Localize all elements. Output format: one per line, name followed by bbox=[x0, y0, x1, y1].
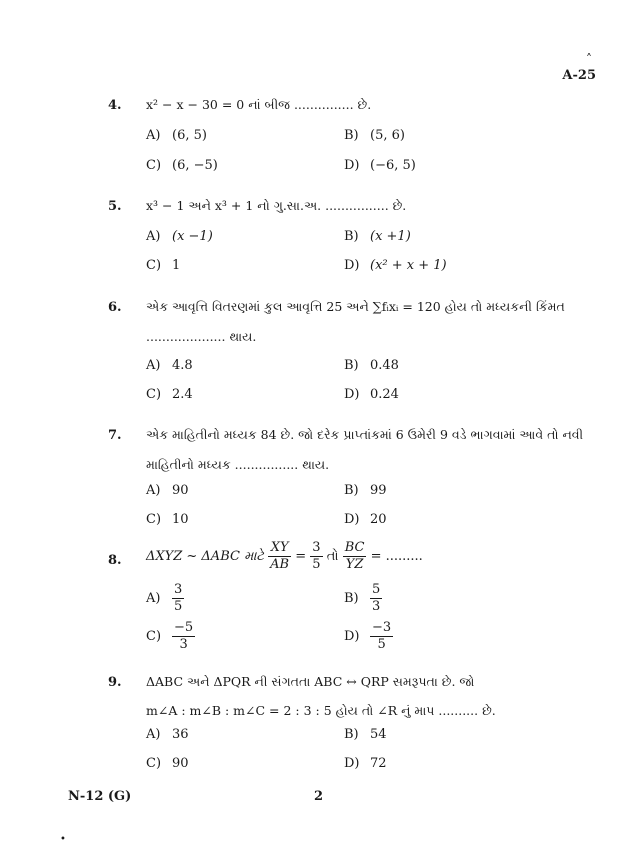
option-a: A) (6, 5) bbox=[146, 128, 207, 143]
option-d: D) 20 bbox=[344, 512, 387, 527]
question-number: 4. bbox=[108, 98, 122, 113]
question-text-cont: m∠A : m∠B : m∠C = 2 : 3 : 5 હોય તો ∠R નું માપ .......... છે. bbox=[146, 703, 496, 718]
print-dot: • bbox=[60, 834, 66, 845]
option-b: B) 54 bbox=[344, 727, 387, 742]
option-b: B) 0.48 bbox=[344, 358, 399, 373]
question-number: 5. bbox=[108, 199, 122, 214]
question-text: ΔABC અને ΔPQR ની સંગતતા ABC ↔ QRP સમરૂપતા છે. જો bbox=[146, 674, 475, 689]
option-c: C) (6, −5) bbox=[146, 158, 218, 173]
question-text: એક આવૃત્તિ વિતરણમાં કુલ આવૃત્તિ 25 અને ∑fᵢxᵢ = 120 હોય તો મધ્યકની કિંમત bbox=[146, 299, 565, 314]
option-c: C) $\frac{-5}{3}$ bbox=[146, 620, 194, 652]
question-text: ΔXYZ ~ ΔABC માટે $\frac{XY}{AB}$ = $\frac{3}{5}$ તો $\frac{BC}{YZ}$ = ......... bbox=[146, 540, 423, 572]
option-a: A) 4.8 bbox=[146, 358, 193, 373]
option-c: C) 10 bbox=[146, 512, 189, 527]
option-d: D) 0.24 bbox=[344, 387, 399, 402]
fraction-xy-ab: $\frac{XY}{AB}$ bbox=[270, 540, 290, 572]
option-d: D) (x² + x + 1) bbox=[344, 258, 447, 273]
option-b: B) (5, 6) bbox=[344, 128, 405, 143]
option-b: B) $\frac{5}{3}$ bbox=[344, 582, 381, 614]
option-a: A) 36 bbox=[146, 727, 189, 742]
paper-id: N-12 (G) bbox=[68, 789, 132, 804]
question-text-cont: માહિતીનો મધ્યક ................ થાય. bbox=[146, 457, 330, 472]
question-number: 7. bbox=[108, 428, 122, 443]
question-number: 6. bbox=[108, 300, 122, 315]
option-a: A) (x −1) bbox=[146, 229, 213, 244]
option-c: C) 2.4 bbox=[146, 387, 193, 402]
option-b: B) (x +1) bbox=[344, 229, 411, 244]
question-text-cont: .................... થાય. bbox=[146, 329, 257, 344]
fraction-3-5: $\frac{3}{5}$ bbox=[312, 540, 321, 572]
page-number: 2 bbox=[314, 789, 324, 804]
option-a: A) 90 bbox=[146, 483, 189, 498]
question-text: x³ − 1 અને x³ + 1 નો ગુ.સા.અ. ................ છે. bbox=[146, 198, 407, 213]
option-b: B) 99 bbox=[344, 483, 387, 498]
question-text: એક માહિતીનો મધ્યક 84 છે. જો દરેક પ્રાપ્તાંકમાં 6 ઉમેરી 9 વડે ભાગવામાં આવે તો નવી bbox=[146, 427, 584, 442]
option-c: C) 90 bbox=[146, 756, 189, 771]
paper-code: A-25 bbox=[562, 68, 596, 83]
option-d: D) (−6, 5) bbox=[344, 158, 416, 173]
option-d: D) 72 bbox=[344, 756, 387, 771]
tick-mark: ˄ bbox=[586, 52, 592, 66]
question-number: 9. bbox=[108, 675, 122, 690]
option-a: A) $\frac{3}{5}$ bbox=[146, 582, 183, 614]
question-text: x² − x − 30 = 0 નાં બીજ ............... છે. bbox=[146, 97, 372, 112]
question-number: 8. bbox=[108, 553, 122, 568]
fraction-bc-yz: $\frac{BC}{YZ}$ bbox=[344, 540, 365, 572]
option-d: D) $\frac{-3}{5}$ bbox=[344, 620, 392, 652]
option-c: C) 1 bbox=[146, 258, 181, 273]
